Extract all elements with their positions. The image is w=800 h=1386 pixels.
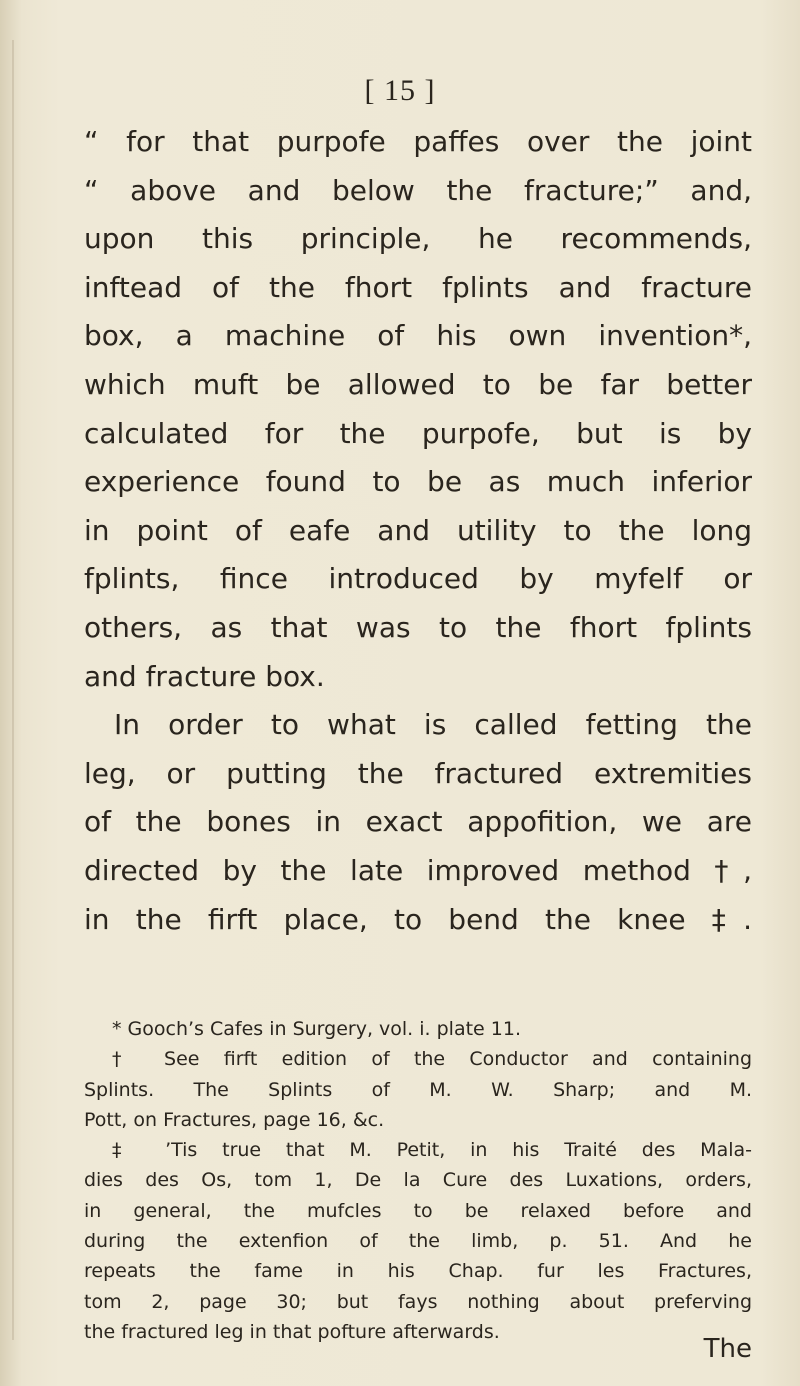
body-line: in the firft place, to bend the knee ‡. xyxy=(84,902,752,936)
main-text-block xyxy=(84,118,752,944)
footnote-line: the fractured leg in that pofture afterwards. xyxy=(84,1320,500,1343)
footnote-line: dies des Os, tom 1, De la Cure des Luxations, orders, xyxy=(84,1169,752,1192)
body-line: of the bones in exact appofition, we are xyxy=(84,805,752,839)
footnote-line: during the extenfion of the limb, p. 51. And he xyxy=(84,1230,752,1253)
body-line: others, as that was to the fhort fplints xyxy=(84,610,752,644)
body-line: “ above and below the fracture;” and, xyxy=(84,173,752,207)
footnote-double-dagger: ‡ ’Tis true that M. Petit, in his Traité des Mala- xyxy=(112,1139,752,1162)
body-line: which muft be allowed to be far better xyxy=(84,367,752,401)
footnote-line: in general, the mufcles to be relaxed before and xyxy=(84,1199,752,1222)
page-gutter-shadow xyxy=(12,40,14,1340)
body-line: leg, or putting the fractured extremities xyxy=(84,756,752,790)
body-line: “ for that purpofe paffes over the joint xyxy=(84,125,752,158)
body-line: in point of eafe and utility to the long xyxy=(84,513,752,547)
body-line-paragraph-start: In order to what is called fetting the xyxy=(114,708,752,742)
page-number-header: [ 15 ] xyxy=(364,74,436,107)
body-line: box, a machine of his own invention*, xyxy=(84,319,752,353)
footnotes-block xyxy=(84,1014,752,1347)
body-line: fplints, fince introduced by myfelf or xyxy=(84,562,752,596)
footnote-line: tom 2, page 30; but fays nothing about preferving xyxy=(84,1290,752,1313)
body-line: inftead of the fhort fplints and fracture xyxy=(84,270,752,304)
body-line: experience found to be as much inferior xyxy=(84,465,752,499)
footnote-dagger: † See firft edition of the Conductor and containing xyxy=(112,1048,752,1071)
catchword: The xyxy=(703,1334,752,1364)
body-line: calculated for the purpofe, but is by xyxy=(84,416,752,450)
footnote-line: Splints. The Splints of M. W. Sharp; and M. xyxy=(84,1078,752,1101)
footnote-line: repeats the fame in his Chap. fur les Fractures, xyxy=(84,1260,752,1283)
body-line-paragraph-end: and fracture box. xyxy=(84,659,325,693)
body-line: directed by the late improved method †, xyxy=(84,853,752,887)
footnote-line: Pott, on Fractures, page 16, &c. xyxy=(84,1108,385,1131)
body-line: upon this principle, he recommends, xyxy=(84,222,752,256)
footnote-asterisk: * Gooch’s Cafes in Surgery, vol. i. plate 11. xyxy=(112,1018,521,1040)
